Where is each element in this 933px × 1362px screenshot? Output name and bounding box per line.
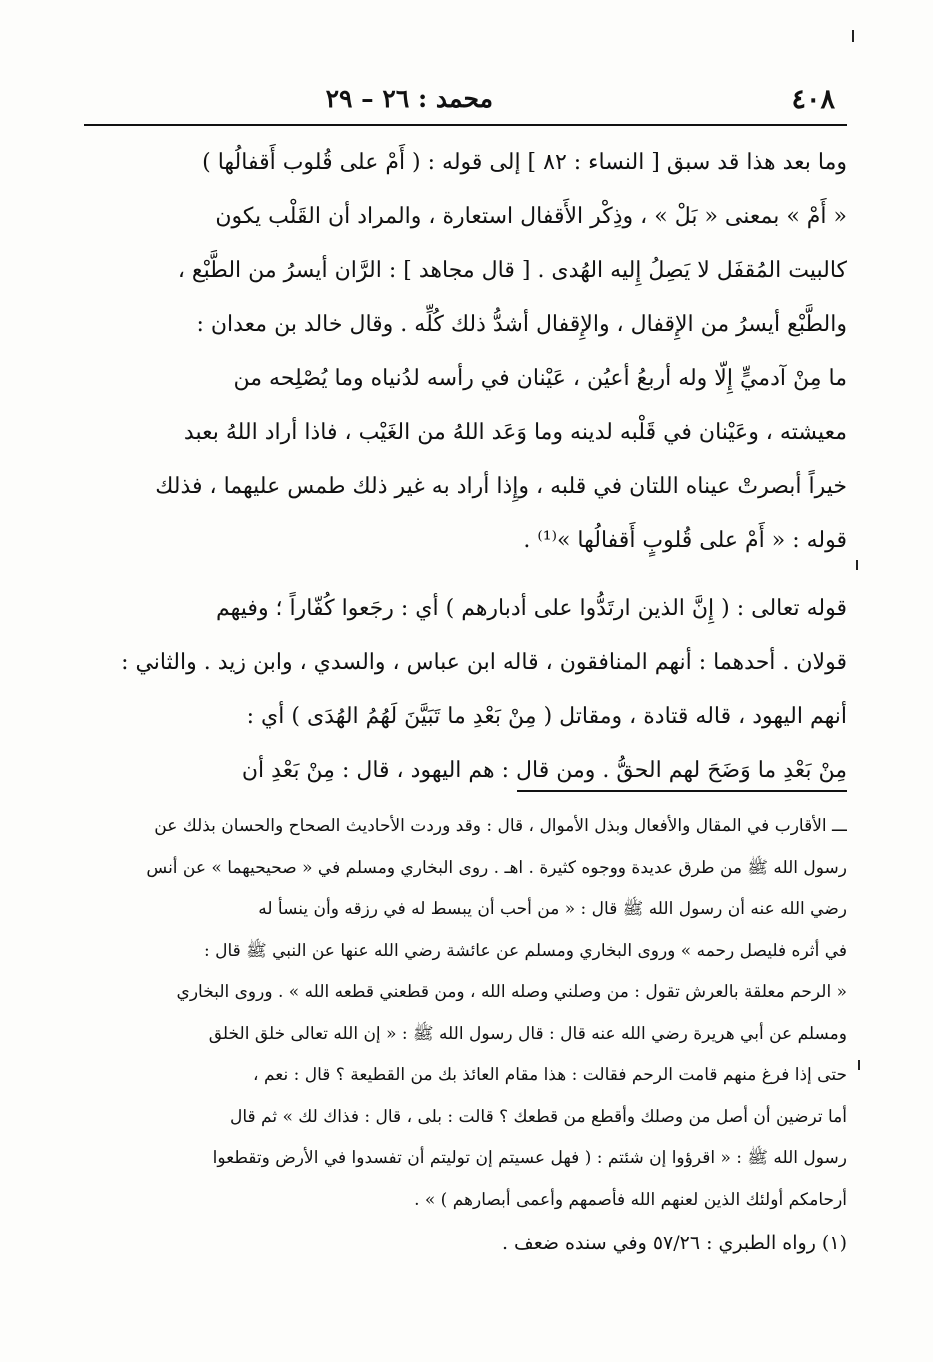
scan-artifact <box>852 30 854 42</box>
text-line: والطَّبْع أيسرُ من الإِقفال ، والإِقفال أشدُّ ذلك كُلِّه . وقال خالد بن معدان : <box>196 312 847 337</box>
footnote-rule <box>517 790 847 792</box>
header-rule <box>84 124 847 126</box>
footnote-line: رسول الله ﷺ من طرق عديدة ووجوه كثيرة . اهـ . روى البخاري ومسلم في « صحيحيهما » عن أنس <box>146 857 847 878</box>
text-line: وما بعد هذا قد سبق [ النساء : ٨٢ ] إلى قوله : ( أَمْ على قُلوب أَقفالُها ) <box>202 150 847 175</box>
page-number: ٤٠٨ <box>791 84 835 115</box>
text-line: معيشته ، وعَيْنان في قَلْبه لدينه وما وَعَد اللهُ من الغَيْب ، فاذا أراد اللهُ بعبد <box>183 420 847 445</box>
page-header <box>80 84 853 120</box>
text-line: قوله تعالى : ( إِنَّ الذين ارتَدُّوا على أدبارهم ) أي : رجَعوا كُفّاراً ؛ وفيهم <box>216 596 847 621</box>
text-line: كالبيت المُقفَل لا يَصِلُ إِليه الهُدى . [ قال مجاهد ] : الرَّان أيسرُ من الطَّبْع ، <box>177 258 847 283</box>
paragraph-gap <box>92 568 847 582</box>
main-text <box>92 136 847 798</box>
footnote-line: حتى إذا فرغ منهم قامت الرحم فقالت : هذا مقام العائذ بك من القطيعة ؟ قال : نعم ، <box>253 1065 847 1085</box>
text-line: قولان . أحدهما : أنهم المنافقون ، قاله ابن عباس ، والسدي ، وابن زيد . والثاني : <box>121 650 847 675</box>
footnote-line: ـــ الأقارب في المقال والأفعال وبذل الأموال ، قال : وقد وردت الأحاديث الصحاح والحسان بذلك عن <box>154 816 847 836</box>
text-line: قوله : « أَمْ على قُلوبٍ أَقفالُها »⁽¹⁾ . <box>523 528 847 553</box>
footnote-line: في أثره فليصل رحمه » وروى البخاري ومسلم عن عائشة رضي الله عنها عن النبي ﷺ قال : <box>203 940 847 961</box>
text-line: ما مِنْ آدميٍّ إِلّا وله أربعُ أعيُن ، عَيْنان في رأسه لدُنياه وما يُصْلِحه من <box>233 366 847 391</box>
running-title: محمد : ٢٦ – ٢٩ <box>325 84 493 113</box>
footnote-line: أما ترضين أن أصل من وصلك وأقطع من قطعك ؟ قالت : بلى ، قال : فذاك لك » ثم قال <box>229 1106 847 1127</box>
footnote-line: « الرحم معلقة بالعرش تقول : من وصلني وصله الله ، ومن قطعني قطعه الله » . وروى البخاري <box>176 982 847 1002</box>
text-line: مِنْ بَعْدِ ما وَضَحَ لهم الحقُّ . ومن قال : هم اليهود ، قال : مِنْ بَعْدِ أن <box>241 758 847 783</box>
text-line: أنهم اليهود ، قاله قتادة ، ومقاتل ( مِنْ بَعْدِ ما تَبَيَّنَ لَهُمُ الهُدَى ) أي : <box>246 704 847 729</box>
footnote-line: أرحامكم أولئك الذين لعنهم الله فأصمهم وأعمى أبصارهم ) » . <box>414 1189 847 1210</box>
scan-artifact <box>856 560 858 570</box>
scan-artifact <box>858 1060 860 1070</box>
text-line: « أَمْ » بمعنى « بَلْ » ، وذِكْر الأَقفال استعارة ، والمراد أن القَلْب يكون <box>215 204 847 229</box>
footnote-line: رسول الله ﷺ : « اقرؤوا إن شئتم : ( فهل عسيتم إن توليتم أن تفسدوا في الأرض وتقطعوا <box>212 1148 847 1168</box>
footnote-1: (١) رواه الطبري : ٥٧/٢٦ وفي سنده ضعف . <box>501 1232 847 1254</box>
text-line: خيراً أبصرتْ عيناه اللتان في قلبه ، وإِذا أراد به غير ذلك طمس عليهما ، فذلك <box>155 474 847 499</box>
footnotes <box>92 806 847 1265</box>
footnote-line: رضي الله عنه أن رسول الله ﷺ قال : « من أحب أن يبسط له في رزقه وأن ينسأ له <box>258 899 847 919</box>
footnote-line: ومسلم عن أبي هريرة رضي الله عنه قال : قال رسول الله ﷺ : « إن الله تعالى خلق الخلق <box>208 1023 847 1044</box>
